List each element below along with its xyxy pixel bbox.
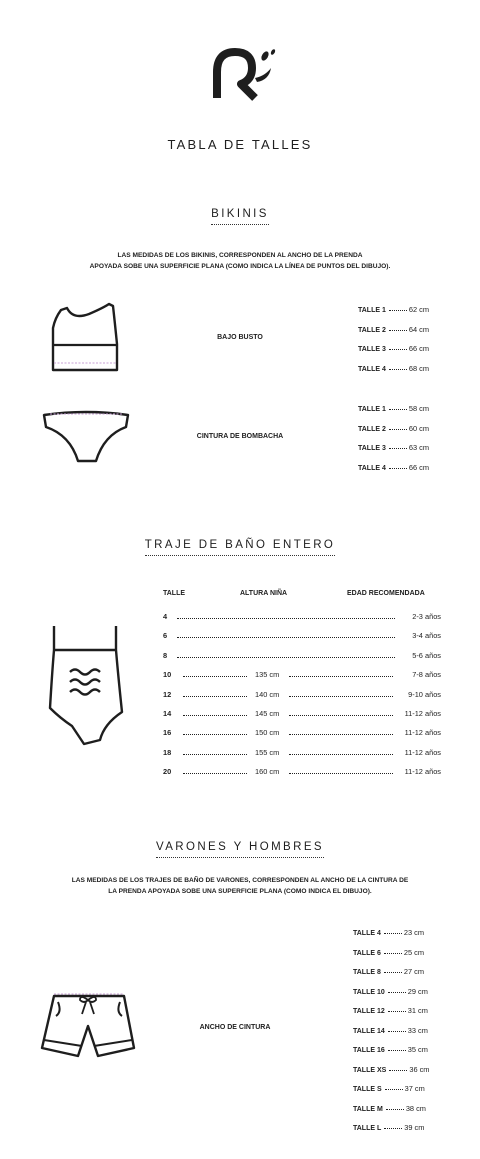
size-talle: TALLE 6 — [353, 949, 381, 957]
row-altura: 145 cm — [255, 709, 280, 718]
dot-leader — [389, 349, 407, 350]
dot-leader — [183, 773, 247, 774]
row-edad: 9-10 años — [408, 689, 441, 699]
dot-leader — [384, 933, 402, 934]
table-row — [163, 631, 441, 643]
dot-leader — [389, 369, 407, 370]
table-row — [163, 748, 441, 760]
dot-leader — [183, 754, 247, 755]
size-talle: TALLE 4 — [353, 930, 381, 937]
row-talle: 8 — [163, 650, 168, 660]
size-talle: TALLE 12 — [353, 1008, 385, 1015]
row-talle: 14 — [163, 709, 172, 718]
size-row — [358, 344, 429, 353]
row-edad: 2-3 años — [412, 612, 441, 621]
dot-leader — [177, 657, 395, 658]
size-talle: TALLE 3 — [358, 445, 386, 452]
table-row — [163, 670, 441, 682]
size-value: 27 cm — [403, 967, 425, 976]
size-talle: TALLE S — [353, 1086, 382, 1093]
table-row — [163, 709, 441, 721]
size-row — [353, 1084, 425, 1093]
size-value: 33 cm — [407, 1025, 428, 1035]
row-edad: 11-12 años — [404, 728, 441, 738]
row-talle: 20 — [163, 767, 172, 777]
size-talle: TALLE 4 — [358, 365, 386, 373]
row-talle: 18 — [163, 747, 172, 757]
row-talle: 16 — [163, 728, 172, 738]
size-talle: TALLE 10 — [353, 988, 385, 996]
size-row — [358, 404, 429, 413]
size-talle: TALLE M — [353, 1105, 383, 1113]
entero-header-altura: ALTURA NIÑA — [240, 590, 288, 597]
table-row — [163, 612, 441, 624]
row-altura: 140 cm — [255, 689, 280, 699]
size-row — [358, 443, 429, 452]
size-value: 66 cm — [408, 344, 430, 353]
row-edad: 11-12 años — [404, 747, 441, 757]
one-piece-swimsuit-icon — [44, 622, 128, 748]
row-edad: 3-4 años — [412, 631, 441, 641]
dot-leader — [289, 676, 393, 677]
dot-leader — [177, 637, 395, 638]
entero-section-title: TRAJE DE BAÑO ENTERO — [0, 539, 480, 551]
dot-leader — [384, 972, 402, 973]
dot-leader — [389, 429, 407, 430]
size-row — [353, 1006, 428, 1015]
dot-leader — [389, 448, 407, 449]
dot-leader — [389, 1070, 407, 1071]
dot-leader — [289, 754, 393, 755]
dot-leader — [384, 953, 402, 954]
row-edad: 5-6 años — [412, 650, 441, 660]
size-talle: TALLE 14 — [353, 1027, 385, 1035]
row-talle: 4 — [163, 612, 168, 621]
size-value: 39 cm — [404, 1123, 425, 1132]
bikini-bottom-label: CINTURA DE BOMBACHA — [196, 433, 284, 440]
dot-leader — [289, 773, 393, 774]
table-row — [163, 728, 441, 740]
row-talle: 10 — [163, 670, 172, 680]
swim-shorts-icon — [38, 990, 138, 1062]
size-row — [353, 948, 424, 957]
dot-leader — [183, 676, 247, 677]
dot-leader — [289, 696, 393, 697]
size-value: 63 cm — [408, 443, 430, 452]
dot-leader — [386, 1109, 404, 1110]
size-value: 68 cm — [408, 363, 430, 373]
dot-leader — [289, 715, 393, 716]
size-row — [353, 928, 424, 937]
varones-section-title: VARONES Y HOMBRES — [0, 841, 480, 853]
row-altura: 135 cm — [255, 670, 280, 680]
size-talle: TALLE 16 — [353, 1047, 385, 1054]
row-edad: 11-12 años — [404, 767, 441, 777]
row-talle: 12 — [163, 689, 172, 699]
size-value: 58 cm — [408, 404, 430, 413]
varones-label: ANCHO DE CINTURA — [199, 1024, 271, 1031]
dot-leader — [384, 1128, 402, 1129]
size-row — [358, 305, 429, 314]
size-value: 23 cm — [403, 928, 425, 937]
brand-logo — [205, 44, 277, 102]
bikinis-note: LAS MEDIDAS DE LOS BIKINIS, CORRESPONDEN AL ANCHO DE LA PRENDA APOYADA SOBE UNA SUPERFICIE PLANA (COMO INDICA LA LÍNEA DE PUNTOS DEL DIBUJO). — [89, 252, 391, 270]
size-value: 35 cm — [407, 1045, 428, 1054]
dot-leader — [183, 715, 247, 716]
dot-leader — [388, 1011, 406, 1012]
size-row — [353, 1104, 426, 1113]
dot-leader — [183, 734, 247, 735]
bikini-top-label: BAJO BUSTO — [217, 334, 263, 341]
size-value: 31 cm — [407, 1006, 428, 1015]
dot-leader — [388, 1031, 406, 1032]
size-value: 36 cm — [409, 1064, 430, 1074]
dot-leader — [389, 409, 407, 410]
dot-leader — [388, 1050, 406, 1051]
entero-header-talle: TALLE — [163, 590, 186, 597]
dot-leader — [385, 1089, 403, 1090]
size-talle: TALLE L — [353, 1125, 382, 1132]
dot-leader — [389, 330, 407, 331]
size-value: 38 cm — [405, 1103, 426, 1113]
size-value: 25 cm — [403, 947, 425, 957]
size-talle: TALLE 1 — [358, 406, 386, 413]
bikinis-section-title: BIKINIS — [0, 208, 480, 220]
dot-leader — [389, 468, 407, 469]
row-edad: 7-8 años — [412, 670, 441, 680]
dot-leader — [389, 310, 407, 311]
row-altura: 160 cm — [255, 767, 280, 777]
size-value: 29 cm — [407, 986, 428, 996]
page-title: TABLA DE TALLES — [167, 137, 313, 152]
size-row — [358, 463, 429, 472]
size-row — [358, 325, 429, 334]
size-row — [353, 1065, 429, 1074]
size-talle: TALLE 8 — [353, 969, 381, 976]
dot-leader — [183, 696, 247, 697]
size-talle: TALLE XS — [353, 1066, 387, 1074]
size-row — [353, 967, 424, 976]
size-row — [353, 987, 428, 996]
table-row — [163, 767, 441, 779]
size-row — [358, 424, 429, 433]
dot-leader — [388, 992, 406, 993]
size-row — [358, 364, 429, 373]
row-talle: 6 — [163, 631, 168, 641]
varones-note: LAS MEDIDAS DE LOS TRAJES DE BAÑO DE VARONES, CORRESPONDEN AL ANCHO DE LA CINTURA DE LA PRENDA APOYADA SOBE UNA SUPERFICIE PLANA (COMO INDICA EL DIBUJO). — [71, 877, 409, 895]
size-row — [353, 1045, 428, 1054]
size-talle: TALLE 3 — [358, 346, 386, 353]
size-talle: TALLE 2 — [358, 425, 386, 433]
size-value: 66 cm — [408, 462, 430, 472]
entero-header-edad: EDAD RECOMENDADA — [347, 590, 425, 597]
bikini-top-icon — [45, 300, 127, 376]
size-value: 62 cm — [408, 305, 430, 314]
dot-leader — [289, 734, 393, 735]
size-value: 60 cm — [408, 423, 430, 433]
row-altura: 150 cm — [255, 728, 280, 738]
size-talle: TALLE 1 — [358, 307, 386, 314]
row-altura: 155 cm — [255, 747, 280, 757]
row-edad: 11-12 años — [404, 709, 441, 718]
size-row — [353, 1123, 424, 1132]
size-value: 37 cm — [404, 1084, 425, 1093]
bikini-bottom-icon — [40, 405, 132, 467]
table-row — [163, 651, 441, 663]
table-row — [163, 690, 441, 702]
size-row — [353, 1026, 428, 1035]
dot-leader — [177, 618, 395, 619]
size-value: 64 cm — [408, 324, 430, 334]
size-talle: TALLE 4 — [358, 464, 386, 472]
size-talle: TALLE 2 — [358, 326, 386, 334]
